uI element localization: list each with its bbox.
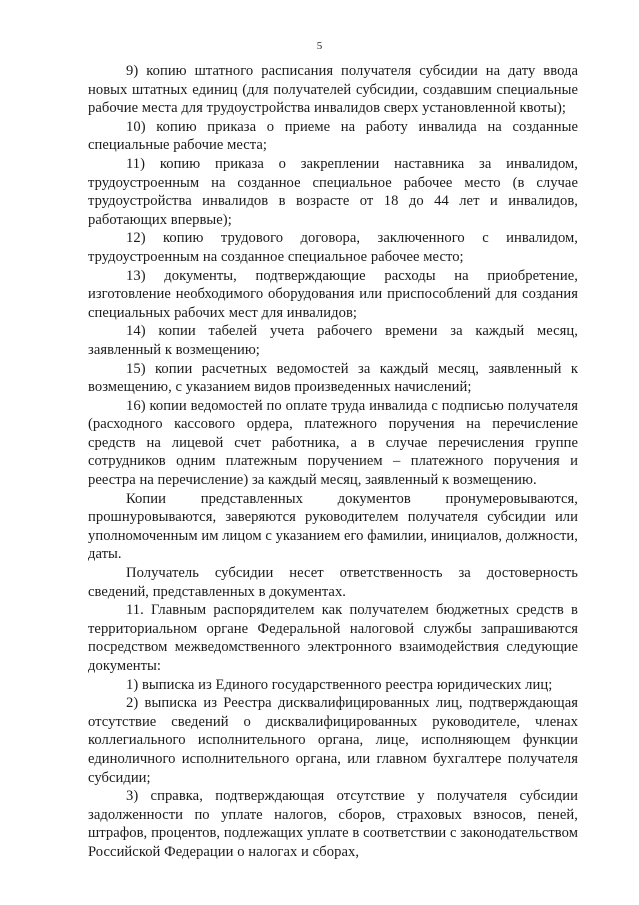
paragraph-item-16: 16) копии ведомостей по оплате труда инвалида с подписью получателя (расходного кассового ордера, платежного поручения на перечисление средств на лицевой счет работника, а в случае перечисления группе сотрудников одним платежным поручением – платежного поручения и реестра на перечисление) за каждый месяц, заявленный к возмещению. xyxy=(88,397,578,489)
paragraph-copies-certification: Копии представленных документов пронумеровываются, прошнуровываются, заверяются руководителем получателя субсидии или уполномоченным им лицом с указанием его фамилии, инициалов, должности, даты. xyxy=(88,490,578,563)
paragraph-subitem-1: 1) выписка из Единого государственного реестра юридических лиц; xyxy=(126,676,553,693)
paragraph-item-13: 13) документы, подтверждающие расходы на приобретение, изготовление необходимого оборудования или приспособлений для создания специальных рабочих мест для инвалидов; xyxy=(88,267,578,321)
paragraph-item-12: 12) копию трудового договора, заключенного с инвалидом, трудоустроенным на созданное специальное рабочее место; xyxy=(88,230,578,265)
paragraph-item-10: 10) копию приказа о приеме на работу инвалида на созданные специальные рабочие места; xyxy=(88,118,578,154)
paragraph-subitem-2: 2) выписка из Реестра дисквалифицированных лиц, подтверждающая отсутствие сведений о дисквалифицированных руководителе, членах коллегиального исполнительного органа, лице, исполняющем функции единоличного исполнительного органа, или главном бухгалтере получателя субсидии; xyxy=(88,695,578,786)
paragraph-item-9: 9) копию штатного расписания получателя субсидии на дату ввода новых штатных единиц (для получателей субсидии, создавшим специальные рабочие места для трудоустройства инвалидов сверх установленной квоты); xyxy=(88,63,578,117)
paragraph-responsibility: Получатель субсидии несет ответственность за достоверность сведений, представленных в документах. xyxy=(88,565,578,600)
page-number: 5 xyxy=(316,40,323,52)
paragraph-section-11: 11. Главным распорядителем как получателем бюджетных средств в территориальном органе Федеральной налоговой службы запрашиваются посредством межведомственного электронного взаимодействия следующие документы: xyxy=(88,602,578,674)
paragraph-item-11: 11) копию приказа о закреплении наставника за инвалидом, трудоустроенным на созданное специальное рабочее место (в случае трудоустройства инвалидов в возрасте от 18 до 44 лет и инвалидов, работающих впервые); xyxy=(88,155,578,228)
document-body xyxy=(88,62,578,862)
paragraph-item-14: 14) копии табелей учета рабочего времени за каждый месяц, заявленный к возмещению; xyxy=(88,323,578,358)
paragraph-item-15: 15) копии расчетных ведомостей за каждый месяц, заявленный к возмещению, с указанием видов произведенных начислений; xyxy=(88,360,578,396)
paragraph-subitem-3: 3) справка, подтверждающая отсутствие у получателя субсидии задолженности по уплате налогов, сборов, страховых взносов, пеней, штрафов, процентов, подлежащих уплате в соответствии с законодательством Российской Федерации о налогах и сборах, xyxy=(88,788,578,860)
